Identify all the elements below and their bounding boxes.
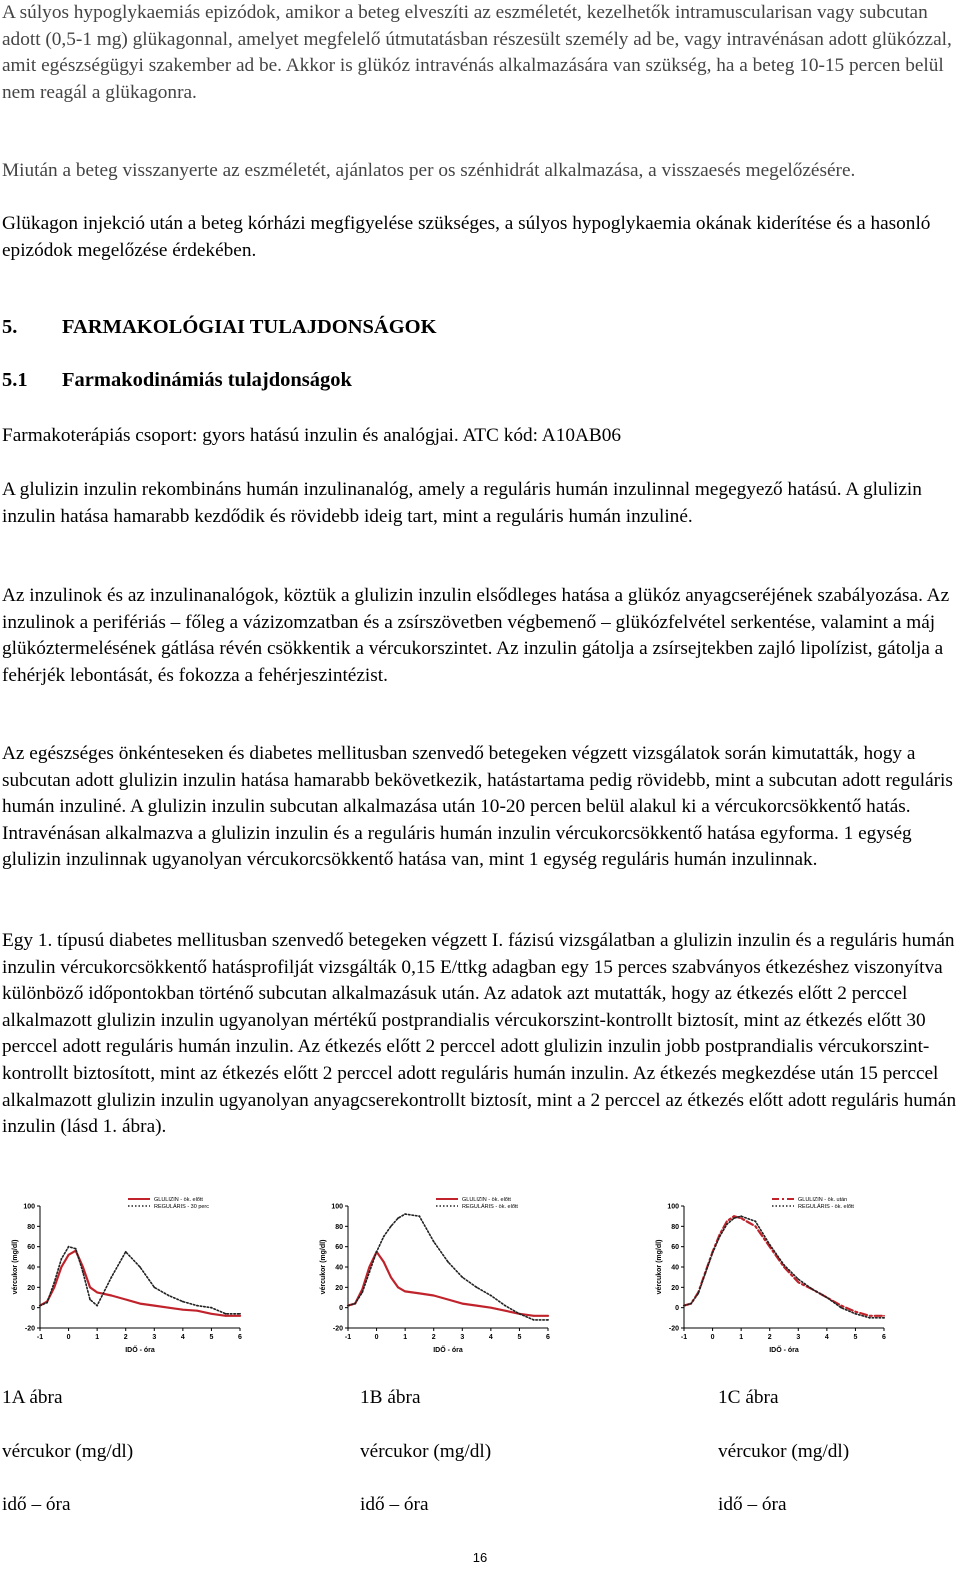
y-tick-label: 40	[335, 1264, 343, 1272]
page-number: 16	[472, 1550, 488, 1565]
data-point	[476, 1286, 478, 1288]
data-point	[383, 1236, 385, 1238]
data-point	[547, 1315, 549, 1317]
data-point	[519, 1313, 521, 1315]
data-point	[690, 1303, 692, 1305]
y-tick-label: 80	[335, 1223, 343, 1231]
data-point	[504, 1305, 506, 1307]
data-point	[733, 1215, 735, 1217]
data-point	[75, 1248, 77, 1250]
data-point	[705, 1272, 707, 1274]
data-point	[153, 1286, 155, 1288]
data-point	[533, 1315, 535, 1317]
figure-xlabel-1c: idő – óra	[718, 1494, 787, 1515]
data-point	[239, 1313, 241, 1315]
paragraph-glulisine-description: A glulizin inzulin rekombináns humán inzulinanalóg, amely a reguláris humán inzulinnal megegyező hatású. A glulizin inzulin hatása hamarabb kezdődik és rövidebb ideig tart, mint a reguláris humán inzuliné.	[2, 479, 922, 527]
data-point	[397, 1286, 399, 1288]
y-axis-label: vércukor (mg/dl)	[12, 1239, 19, 1295]
data-point	[769, 1244, 771, 1246]
data-point	[111, 1276, 113, 1278]
paragraph-insulin-action: Az inzulinok és az inzulinanalógok, köztük a glulizin inzulin elsődleges hatása a glükóz anyagcseréjének szabályozása. Az inzulinok a perifériás – főleg a vázizomzatban és a zsírszövetben végbemenő – glükózfelvétel serkentése, valamint a máj glükóztermelésének gátlása révén csökkentik a vércukorszintet. Az inzulin gátolja a zsírsejtekben zajló lipolízist, gátolja a fehérjék lebontását, és fokozza a fehérjeszintézist.	[2, 585, 950, 686]
x-axis-label: IDŐ - óra	[433, 1347, 463, 1354]
x-tick-label: 1	[739, 1334, 744, 1341]
data-point	[139, 1266, 141, 1268]
paragraph-severe-hypoglycaemia: A súlyos hypoglykaemiás epizódok, amikor a beteg elveszíti az eszméletét, kezelhetők intramuscularisan vagy subcutan adott (0,5-1 mg) glükagonnal, amelyet megfelelő útmutatásban részesült személy ad be, vagy intravénásan adott glükózzal, amit egészségügyi szakember ad be. Akkor is glükóz intravénás alkalmazására van szükség, ha a beteg 10-15 percen belül nem reagál a glükagonra.	[2, 2, 952, 103]
x-tick-label: 4	[180, 1334, 185, 1341]
data-point	[855, 1311, 857, 1313]
data-point	[182, 1309, 184, 1311]
data-point	[740, 1217, 742, 1219]
data-point	[61, 1266, 63, 1268]
x-tick-label: 2	[767, 1334, 772, 1341]
data-point	[476, 1305, 478, 1307]
data-point	[883, 1317, 885, 1319]
data-point	[347, 1305, 349, 1307]
figure-1a	[8, 1190, 308, 1360]
chart-1a	[8, 1190, 308, 1360]
data-point	[125, 1251, 127, 1253]
data-point	[139, 1303, 141, 1305]
series-line-regular	[348, 1214, 548, 1320]
y-tick-label: 60	[27, 1244, 35, 1252]
y-tick-label: 40	[671, 1264, 679, 1272]
data-point	[376, 1251, 378, 1253]
data-point	[755, 1225, 757, 1227]
y-tick-label: 100	[331, 1203, 343, 1211]
y-tick-label: 0	[339, 1305, 343, 1313]
y-axis-label: vércukor (mg/dl)	[320, 1239, 327, 1295]
data-point	[855, 1313, 857, 1315]
data-point	[89, 1286, 91, 1288]
data-point	[404, 1213, 406, 1215]
data-point	[683, 1305, 685, 1307]
x-tick-label: 2	[123, 1334, 128, 1341]
data-point	[225, 1315, 227, 1317]
data-point	[755, 1220, 757, 1222]
y-tick-label: 20	[27, 1284, 35, 1292]
x-tick-label: 3	[152, 1334, 157, 1341]
data-point	[869, 1315, 871, 1317]
data-point	[433, 1241, 435, 1243]
data-point	[168, 1307, 170, 1309]
legend-label: REGULÁRIS - ök. előtt	[462, 1204, 518, 1210]
x-tick-label: 0	[66, 1334, 71, 1341]
legend-label: GLULIZIN - ök. előtt	[154, 1197, 203, 1203]
paragraph-after-recovery: Miután a beteg visszanyerte az eszméletét, ajánlatos per os szénhidrát alkalmazása, a visszaesés megelőzésére.	[2, 160, 856, 181]
data-point	[46, 1302, 48, 1304]
data-point	[504, 1310, 506, 1312]
figure-caption-1b: 1B ábra	[360, 1387, 421, 1408]
data-point	[447, 1299, 449, 1301]
paragraph-pharmacotherapeutic-group: Farmakoterápiás csoport: gyors hatású inzulin és analógjai. ATC kód: A10AB06	[2, 425, 622, 446]
data-point	[111, 1295, 113, 1297]
y-tick-label: 40	[27, 1264, 35, 1272]
data-point	[547, 1319, 549, 1321]
figure-1c	[652, 1190, 952, 1360]
data-point	[68, 1246, 70, 1248]
data-point	[89, 1299, 91, 1301]
x-tick-label: 5	[517, 1334, 522, 1341]
y-tick-label: 100	[667, 1203, 679, 1211]
x-tick-label: 3	[796, 1334, 801, 1341]
data-point	[812, 1288, 814, 1290]
data-point	[447, 1261, 449, 1263]
y-tick-label: 20	[335, 1284, 343, 1292]
data-point	[211, 1313, 213, 1315]
chart-1c	[652, 1190, 952, 1360]
chart-1b	[316, 1190, 616, 1360]
x-tick-label: 5	[853, 1334, 858, 1341]
data-point	[369, 1271, 371, 1273]
data-point	[719, 1236, 721, 1238]
data-point	[354, 1303, 356, 1305]
x-tick-label: 1	[403, 1334, 408, 1341]
figure-1b	[316, 1190, 616, 1360]
data-point	[490, 1295, 492, 1297]
data-point	[68, 1254, 70, 1256]
y-tick-label: 0	[31, 1305, 35, 1313]
data-point	[712, 1252, 714, 1254]
data-point	[461, 1276, 463, 1278]
section-number: 5.	[2, 316, 18, 338]
data-point	[740, 1215, 742, 1217]
figure-xlabel-1a: idő – óra	[2, 1494, 71, 1515]
data-point	[697, 1293, 699, 1295]
data-point	[61, 1258, 63, 1260]
x-tick-label: -1	[680, 1334, 688, 1341]
x-tick-label: 4	[488, 1334, 493, 1341]
data-point	[490, 1307, 492, 1309]
data-point	[53, 1286, 55, 1288]
section-title: FARMAKOLÓGIAI TULAJDONSÁGOK	[62, 316, 437, 338]
legend-label: GLULIZIN - ök. előtt	[462, 1197, 511, 1203]
y-tick-label: 60	[335, 1244, 343, 1252]
x-axis-label: IDŐ - óra	[125, 1347, 155, 1354]
data-point	[182, 1301, 184, 1303]
figure-xlabel-1b: idő – óra	[360, 1494, 429, 1515]
x-axis-label: IDŐ - óra	[769, 1347, 799, 1354]
paragraph-healthy-volunteers: Az egészséges önkénteseken és diabetes mellitusban szenvedő betegeken végzett vizsgálatok során kimutatták, hogy a subcutan adott glulizin inzulin hatása hamarabb bekövetkezik, hatástartama pedig rövidebb, mint a subcutan adott reguláris humán inzuliné. A glulizin inzulin subcutan alkalmazása után 10-20 percen belül alakul ki a vércukorcsökkentő hatás. Intravénásan alkalmazva a glulizin inzulin és a reguláris humán inzulin vércukorcsökkentő hatása egyforma. 1 egység glulizin inzulinnak ugyanolyan vércukorcsökkentő hatása van, mint 1 egység reguláris humán inzulinnak.	[2, 743, 953, 871]
figure-ylabel-1c: vércukor (mg/dl)	[718, 1441, 850, 1462]
data-point	[383, 1261, 385, 1263]
data-point	[96, 1305, 98, 1307]
figure-ylabel-1b: vércukor (mg/dl)	[360, 1441, 492, 1462]
data-point	[726, 1220, 728, 1222]
data-point	[840, 1305, 842, 1307]
y-tick-label: -20	[668, 1325, 679, 1333]
y-axis-label: vércukor (mg/dl)	[656, 1239, 663, 1295]
y-tick-label: 80	[27, 1223, 35, 1231]
data-point	[390, 1225, 392, 1227]
y-tick-label: 0	[675, 1305, 679, 1313]
y-tick-label: 20	[671, 1284, 679, 1292]
paragraph-glucagon-observation: Glükagon injekció után a beteg kórházi megfigyelése szükséges, a súlyos hypoglykaemia okának kiderítése és a hasonló epizódok megelőzése érdekében.	[2, 213, 931, 261]
data-point	[211, 1307, 213, 1309]
x-tick-label: -1	[36, 1334, 44, 1341]
figure-caption-1c: 1C ábra	[718, 1387, 779, 1408]
x-tick-label: 2	[431, 1334, 436, 1341]
data-point	[433, 1295, 435, 1297]
x-tick-label: 4	[824, 1334, 829, 1341]
data-point	[840, 1307, 842, 1309]
data-point	[96, 1292, 98, 1294]
data-point	[53, 1281, 55, 1283]
x-tick-label: 0	[374, 1334, 379, 1341]
data-point	[196, 1305, 198, 1307]
x-tick-label: 6	[238, 1334, 242, 1341]
data-point	[797, 1281, 799, 1283]
section-title: Farmakodinámiás tulajdonságok	[62, 369, 352, 391]
figure-caption-1a: 1A ábra	[2, 1387, 63, 1408]
y-tick-label: 60	[671, 1244, 679, 1252]
x-tick-label: -1	[344, 1334, 352, 1341]
legend-label: REGULÁRIS - ök. előtt	[798, 1204, 854, 1210]
data-point	[826, 1297, 828, 1299]
x-tick-label: 1	[95, 1334, 100, 1341]
data-point	[361, 1292, 363, 1294]
data-point	[869, 1317, 871, 1319]
data-point	[419, 1215, 421, 1217]
section-number: 5.1	[2, 369, 28, 391]
data-point	[797, 1278, 799, 1280]
data-point	[533, 1319, 535, 1321]
y-tick-label: 80	[671, 1223, 679, 1231]
data-point	[168, 1295, 170, 1297]
x-tick-label: 6	[546, 1334, 550, 1341]
y-tick-label: 100	[23, 1203, 35, 1211]
data-point	[390, 1276, 392, 1278]
y-tick-label: -20	[332, 1325, 343, 1333]
data-point	[125, 1299, 127, 1301]
data-point	[461, 1303, 463, 1305]
data-point	[225, 1313, 227, 1315]
data-point	[783, 1264, 785, 1266]
legend-label: REGULÁRIS - 30 perc	[154, 1204, 210, 1210]
data-point	[397, 1217, 399, 1219]
data-point	[369, 1266, 371, 1268]
data-point	[883, 1315, 885, 1317]
data-point	[404, 1291, 406, 1293]
series-line-glulizin	[40, 1251, 240, 1316]
x-tick-label: 5	[209, 1334, 214, 1341]
section-heading-5-1	[2, 369, 352, 392]
data-point	[419, 1293, 421, 1295]
x-tick-label: 6	[882, 1334, 886, 1341]
data-point	[733, 1217, 735, 1219]
paragraph-phase-one-study: Egy 1. típusú diabetes mellitusban szenvedő betegeken végzett I. fázisú vizsgálatban a glulizin inzulin és a reguláris humán inzulin vércukorcsökkentő hatásprofilját vizsgálták 0,15 E/ttkg adagban egy 15 perces szabványos étkezéshez viszonyítva különböző időpontokban történő subcutan alkalmazásuk után. Az adatok azt mutatták, hogy az étkezés előtt 2 perccel alkalmazott glulizin inzulin ugyanolyan mértékű postprandialis vércukorszint-kontrollt biztosít, mint az étkezés előtt 30 perccel adott reguláris humán inzulin. Az étkezés előtt 2 perccel adott glulizin inzulin jobb postprandialis vércukorszint-kontrollt biztosított, mint az étkezés előtt 2 perccel adott reguláris humán inzulin. Az étkezés megkezdése után 15 perccel alkalmazott glulizin inzulin ugyanolyan anyagcserekontrollt biztosít, mint a 2 perccel az étkezés előtt adott reguláris humán inzulin (lásd 1. ábra).	[2, 930, 957, 1138]
legend-label: GLULIZIN - ök. után	[798, 1197, 848, 1203]
data-point	[239, 1315, 241, 1317]
data-point	[82, 1271, 84, 1273]
section-heading-5	[2, 316, 437, 339]
data-point	[153, 1305, 155, 1307]
y-tick-label: -20	[24, 1325, 35, 1333]
x-tick-label: 0	[710, 1334, 715, 1341]
figure-ylabel-1a: vércukor (mg/dl)	[2, 1441, 134, 1462]
data-point	[726, 1223, 728, 1225]
data-point	[39, 1305, 41, 1307]
x-tick-label: 3	[460, 1334, 465, 1341]
data-point	[196, 1310, 198, 1312]
